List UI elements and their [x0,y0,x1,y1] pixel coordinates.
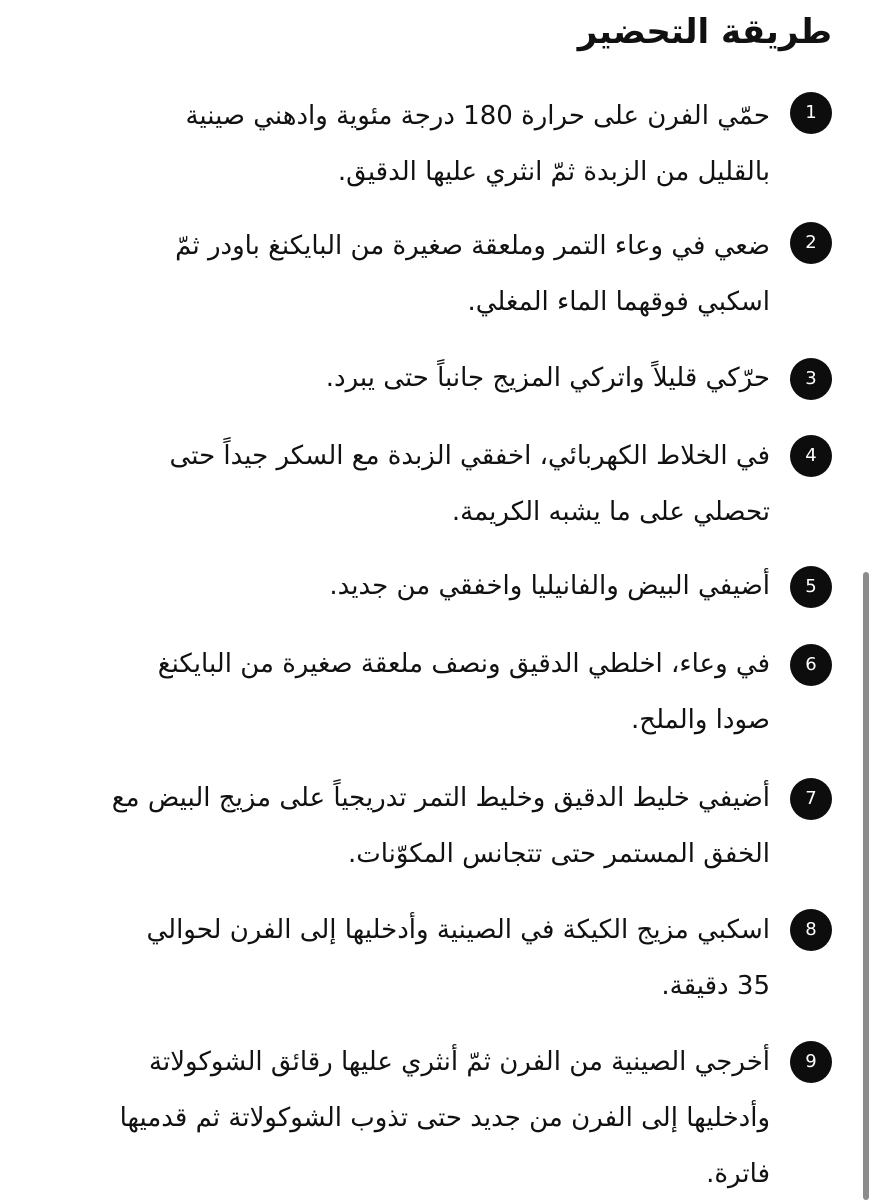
scrollbar-thumb[interactable] [863,572,869,1200]
step-item [112,902,832,1012]
step-text: أخرجي الصينية من الفرن ثمّ أنثري عليها رقائق الشوكولاتة وأدخليها إلى الفرن من جديد حتى تذوب الشوكولاتة ثم قدميها فاترة. [119,1047,770,1189]
step-number-badge: 1 [790,92,832,134]
step-item [112,428,832,538]
step-item [112,218,832,328]
step-text: أضيفي البيض والفانيليا واخفقي من جديد. [329,571,770,601]
step-number-badge: 5 [790,566,832,608]
step-item [112,1034,832,1200]
step-item [112,88,832,198]
step-number-badge: 8 [790,909,832,951]
section-heading: طريقة التحضير [577,12,832,52]
step-number-badge: 9 [790,1041,832,1083]
step-text: اسكبي مزيج الكيكة في الصينية وأدخليها إلى الفرن لحوالي 35 دقيقة. [146,915,770,1001]
step-number-badge: 7 [790,778,832,820]
step-text: حمّي الفرن على حرارة 180 درجة مئوية وادهني صينية بالقليل من الزبدة ثمّ انثري عليها الدقيق. [185,101,770,187]
step-number-badge: 3 [790,358,832,400]
step-text: حرّكي قليلاً واتركي المزيج جانباً حتى يبرد. [325,363,770,393]
step-text: في وعاء، اخلطي الدقيق ونصف ملعقة صغيرة من البايكنغ صودا والملح. [157,649,770,735]
step-number-badge: 2 [790,222,832,264]
step-text: ضعي في وعاء التمر وملعقة صغيرة من البايكنغ باودر ثمّ اسكبي فوقهما الماء المغلي. [175,231,770,317]
step-number-badge: 4 [790,435,832,477]
step-number-badge: 6 [790,644,832,686]
step-text: أضيفي خليط الدقيق وخليط التمر تدريجياً على مزيج البيض مع الخفق المستمر حتى تتجانس المكوّنات. [111,783,770,869]
step-text: في الخلاط الكهربائي، اخفقي الزبدة مع السكر جيداً حتى تحصلي على ما يشبه الكريمة. [169,441,770,527]
step-item [112,770,832,880]
step-item [112,636,832,746]
